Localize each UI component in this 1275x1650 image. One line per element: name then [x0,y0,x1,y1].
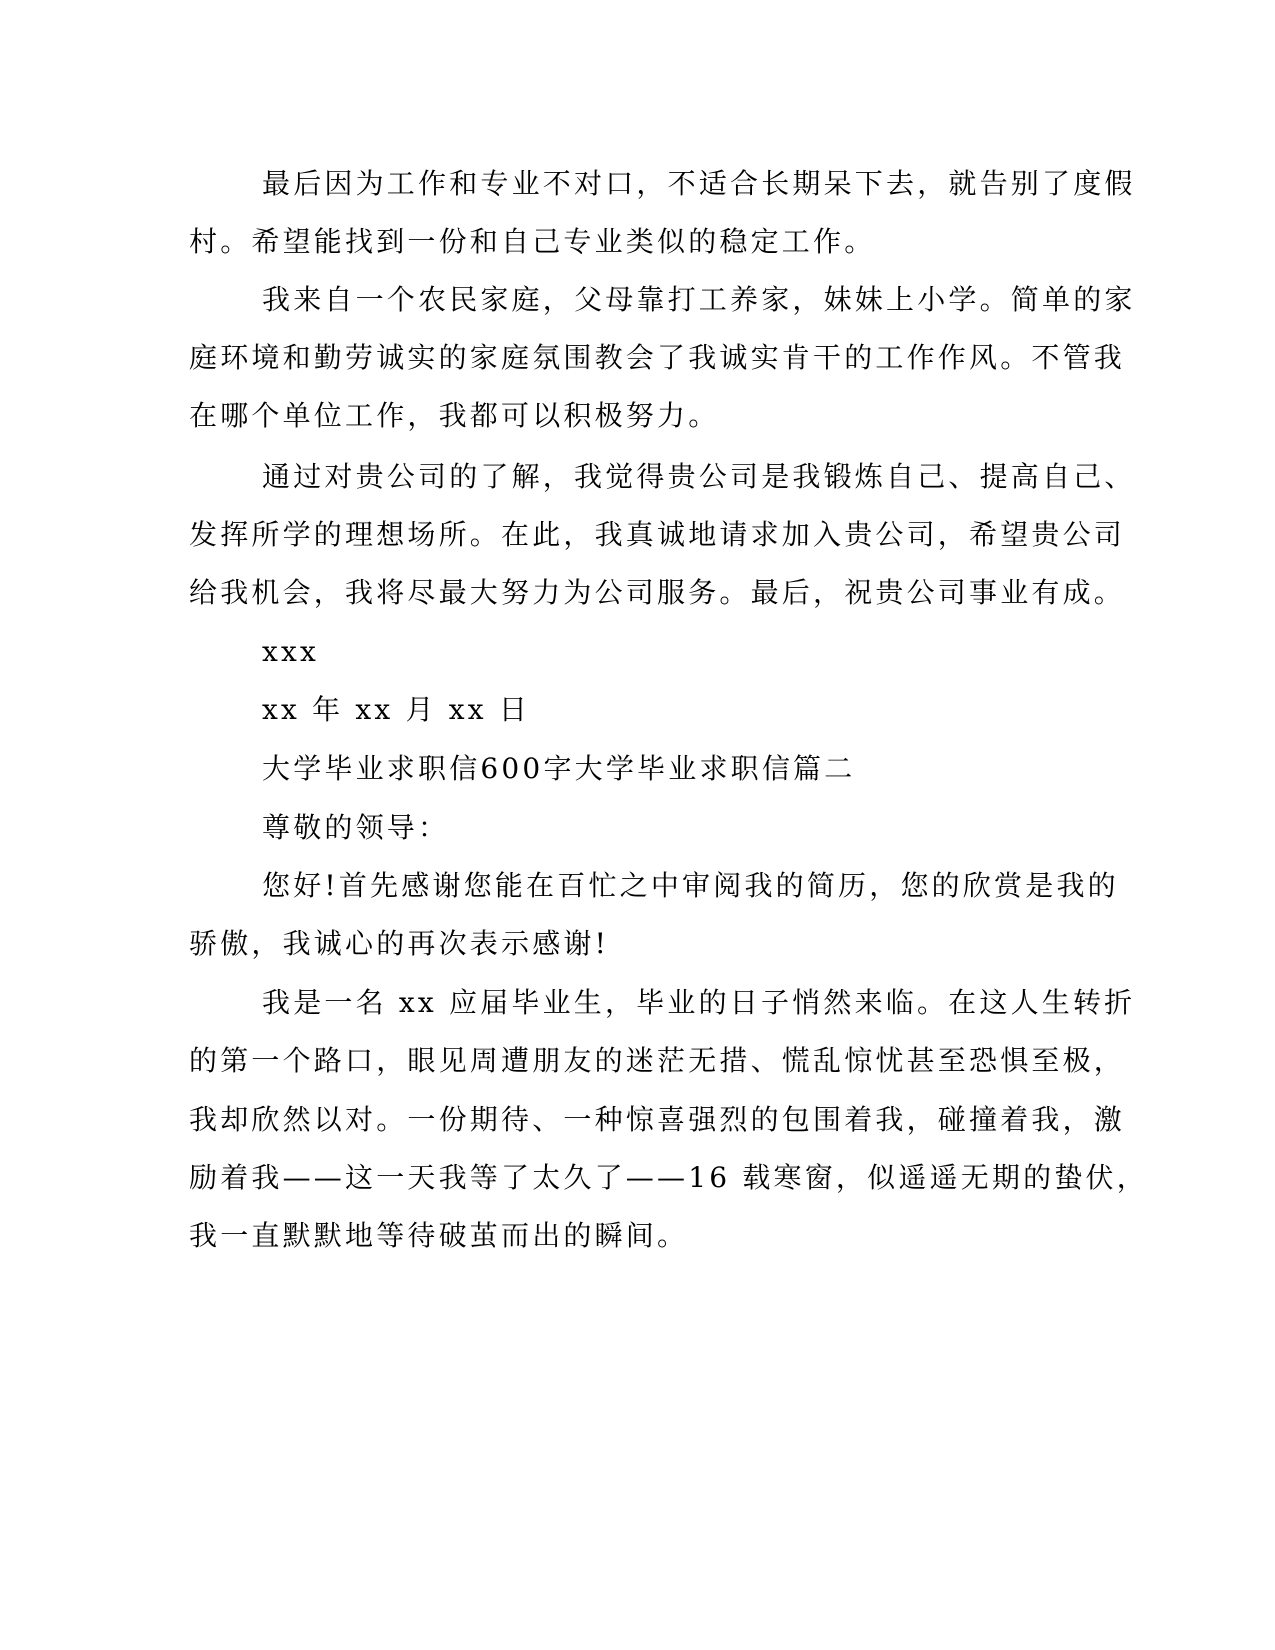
salutation: 尊敬的领导： [262,811,450,844]
paragraph-line: 我却欣然以对。一份期待、一种惊喜强烈的包围着我，碰撞着我，激 [189,1103,1126,1136]
paragraph-line: 我来自一个农民家庭，父母靠打工养家，妹妹上小学。简单的家 [262,283,1136,316]
paragraph-line: 的第一个路口，眼见周遭朋友的迷茫无措、慌乱惊忧甚至恐惧至极， [189,1044,1126,1077]
paragraph-line: 庭环境和勤劳诚实的家庭氛围教会了我诚实肯干的工作作风。不管我 [189,341,1126,374]
paragraph-line: 通过对贵公司的了解，我觉得贵公司是我锻炼自己、提高自己、 [262,460,1136,493]
paragraph-line: 骄傲，我诚心的再次表示感谢! [189,927,610,960]
paragraph-line: 发挥所学的理想场所。在此，我真诚地请求加入贵公司，希望贵公司 [189,518,1126,551]
signature-name: xxx [262,635,319,668]
paragraph-line: 最后因为工作和专业不对口，不适合长期呆下去，就告别了度假 [262,167,1136,200]
paragraph-line: 您好!首先感谢您能在百忙之中审阅我的简历，您的欣赏是我的 [262,869,1119,902]
signature-date: xx 年 xx 月 xx 日 [262,693,531,726]
section-heading: 大学毕业求职信600字大学毕业求职信篇二 [262,752,856,785]
paragraph-line: 给我机会，我将尽最大努力为公司服务。最后，祝贵公司事业有成。 [189,576,1126,609]
paragraph-line: 我一直默默地等待破茧而出的瞬间。 [189,1219,689,1252]
paragraph-line: 励着我——这一天我等了太久了——16 载寒窗，似遥遥无期的蛰伏， [189,1161,1148,1194]
paragraph-line: 在哪个单位工作，我都可以积极努力。 [189,399,720,432]
paragraph-line: 村。希望能找到一份和自己专业类似的稳定工作。 [189,225,876,258]
paragraph-line: 我是一名 xx 应届毕业生，毕业的日子悄然来临。在这人生转折 [262,986,1136,1019]
